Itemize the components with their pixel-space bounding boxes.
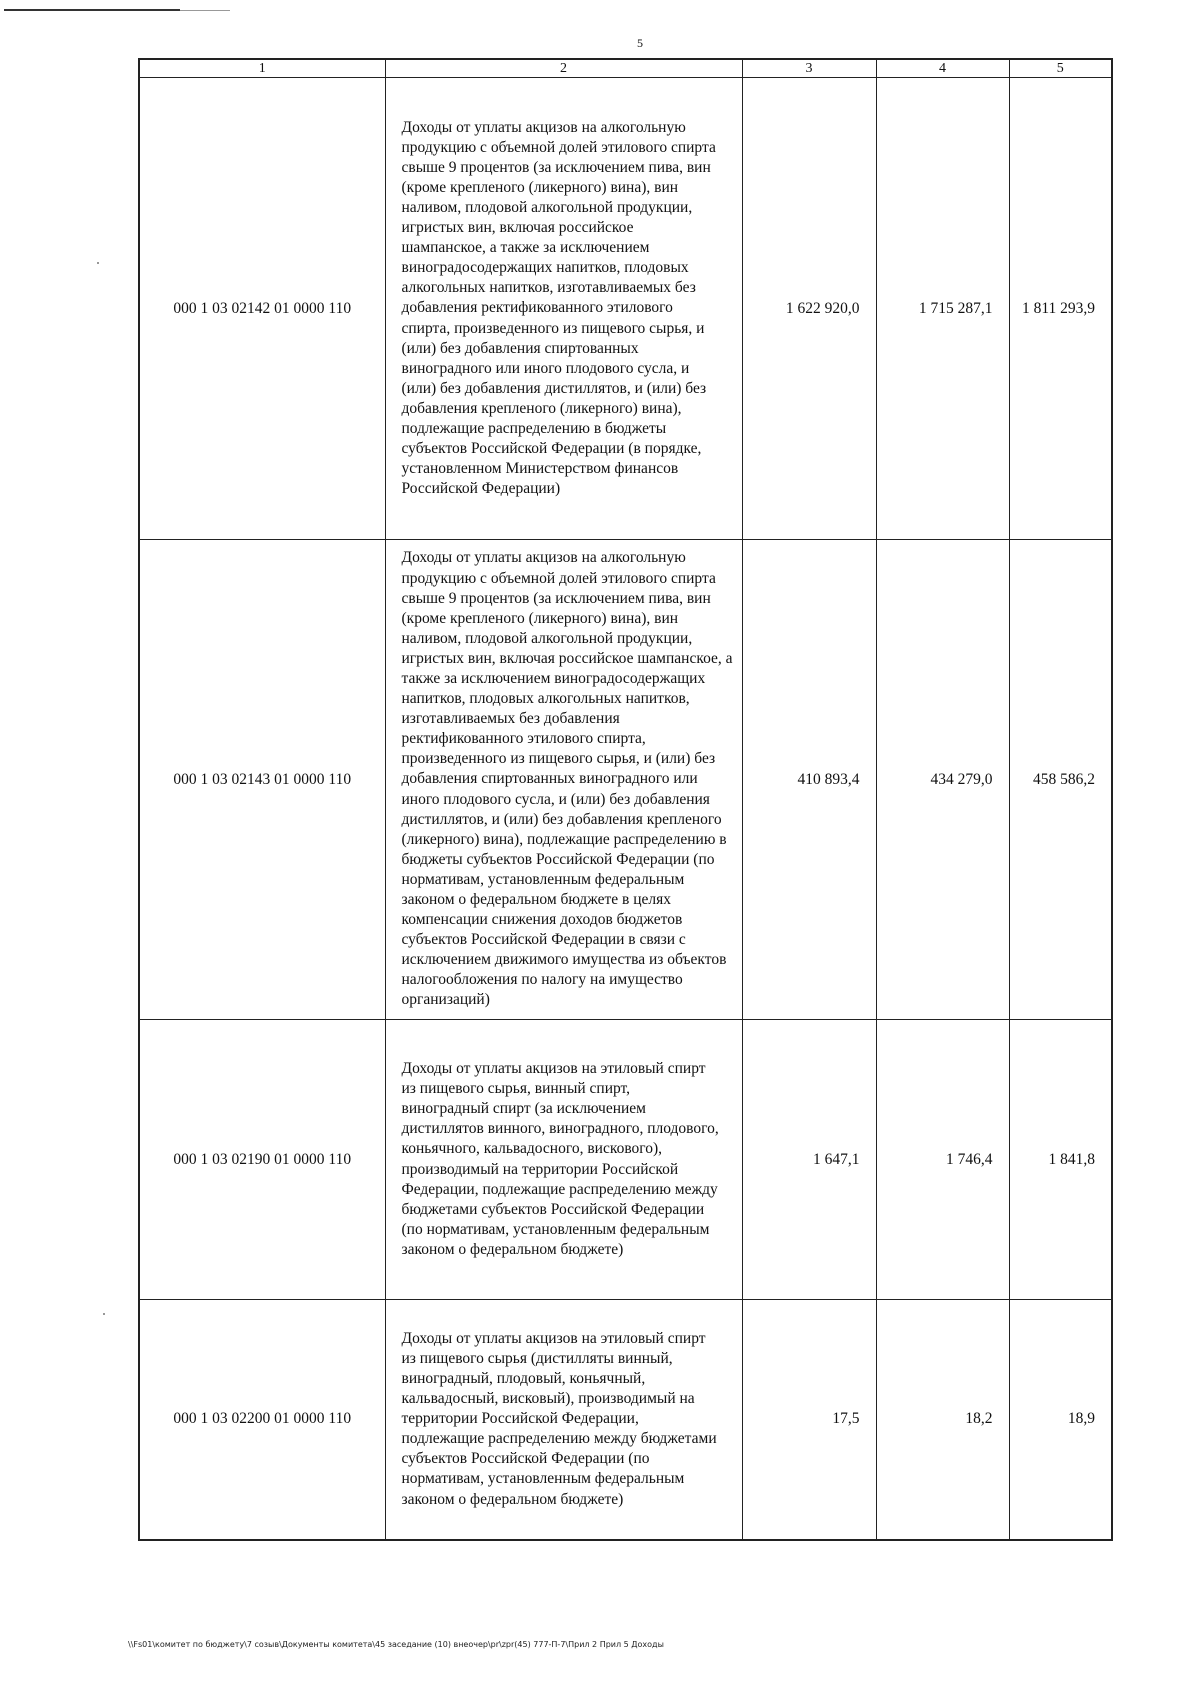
table-row (139, 1300, 1112, 1540)
column-header-2: 2 (385, 59, 742, 78)
amount-col5-cell: 1 841,8 (1009, 1020, 1112, 1300)
description-cell: Доходы от уплаты акцизов на этиловый спирт из пищевого сырья (дистилляты винный, виноградный, плодовый, коньячный, кальвадосный, висковый), производимый на территории Российской Федерации, подлежащие распределению между бюджетами субъектов Российской Федерации (по нормативам, установленным федеральным законом о федеральном бюджете) (385, 1300, 742, 1540)
table-row (139, 540, 1112, 1020)
amount-col5-cell: 18,9 (1009, 1300, 1112, 1540)
amount-col4-cell: 434 279,0 (876, 540, 1009, 1020)
amount-col3-cell: 17,5 (742, 1300, 876, 1540)
column-header-5: 5 (1009, 59, 1112, 78)
scan-edge-line-faint (180, 10, 230, 11)
amount-col5-cell: 1 811 293,9 (1009, 78, 1112, 540)
amount-col3-cell: 1 622 920,0 (742, 78, 876, 540)
budget-code-cell: 000 1 03 02143 01 0000 110 (139, 540, 385, 1020)
footer-file-path: \\Fs01\комитет по бюджету\7 созыв\Документы комитета\45 заседание (10) внеочер\pr\zpr(45) 777-П-7\Прил 2 Прил 5 Доходы (128, 1640, 664, 1649)
scan-speck (103, 1313, 105, 1315)
page-number: 5 (637, 36, 643, 50)
amount-col3-cell: 410 893,4 (742, 540, 876, 1020)
budget-code-cell: 000 1 03 02142 01 0000 110 (139, 78, 385, 540)
description-cell: Доходы от уплаты акцизов на этиловый спирт из пищевого сырья, винный спирт, виноградный спирт (за исключением дистиллятов винного, виноградного, плодового, коньячного, кальвадосного, вискового), производимый на территории Российской Федерации, подлежащие распределению между бюджетами субъектов Российской Федерации (по нормативам, установленным федеральным законом о федеральном бюджете) (385, 1020, 742, 1300)
amount-col4-cell: 1 715 287,1 (876, 78, 1009, 540)
amount-col5-cell: 458 586,2 (1009, 540, 1112, 1020)
budget-code-cell: 000 1 03 02200 01 0000 110 (139, 1300, 385, 1540)
amount-col4-cell: 18,2 (876, 1300, 1009, 1540)
column-header-1: 1 (139, 59, 385, 78)
revenue-table (138, 58, 1113, 1541)
description-cell: Доходы от уплаты акцизов на алкогольную продукцию с объемной долей этилового спирта свыше 9 процентов (за исключением пива, вин (кроме крепленого (ликерного) вина), вин наливом, плодовой алкогольной продукции, игристых вин, включая российское шампанское, а также за исключением виноградосодержащих напитков, плодовых алкогольных напитков, изготавливаемых без добавления ректификованного этилового спирта, произведенного из пищевого сырья, и (или) без добавления спиртованных виноградного или иного плодового сусла, и (или) без добавления дистиллятов, и (или) без добавления крепленого (ликерного) вина), подлежащие распределению в бюджеты субъектов Российской Федерации (в порядке, установленном Министерством финансов Российской Федерации) (385, 78, 742, 540)
column-header-3: 3 (742, 59, 876, 78)
table-row (139, 78, 1112, 540)
amount-col3-cell: 1 647,1 (742, 1020, 876, 1300)
description-cell: Доходы от уплаты акцизов на алкогольную продукцию с объемной долей этилового спирта свыше 9 процентов (за исключением пива, вин (кроме крепленого (ликерного) вина), вин наливом, плодовой алкогольной продукции, игристых вин, включая российское шампанское, а также за исключением виноградосодержащих напитков, плодовых алкогольных напитков, изготавливаемых без добавления ректификованного этилового спирта, произведенного из пищевого сырья, и (или) без добавления спиртованных виноградного или иного плодового сусла, и (или) без добавления дистиллятов, и (или) без добавления крепленого (ликерного) вина), подлежащие распределению в бюджеты субъектов Российской Федерации (по нормативам, установленным федеральным законом о федеральном бюджете в целях компенсации снижения доходов бюджетов субъектов Российской Федерации в связи с исключением движимого имущества из объектов налогообложения по налогу на имущество организаций) (385, 540, 742, 1020)
scan-edge-line (4, 9, 180, 11)
scan-speck (97, 262, 99, 264)
column-header-4: 4 (876, 59, 1009, 78)
budget-code-cell: 000 1 03 02190 01 0000 110 (139, 1020, 385, 1300)
amount-col4-cell: 1 746,4 (876, 1020, 1009, 1300)
table-header-row (139, 59, 1112, 78)
table-row (139, 1020, 1112, 1300)
